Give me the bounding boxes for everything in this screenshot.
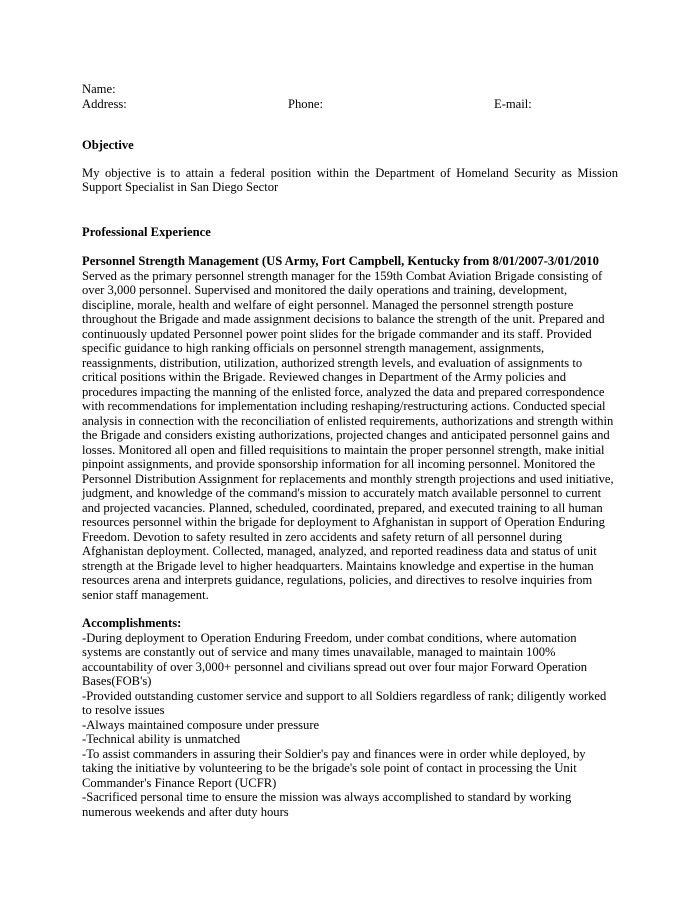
accomplishments-heading: Accomplishments:: [82, 616, 182, 630]
accomplishment-item: -Sacrificed personal time to ensure the mission was always accomplished to standard by working numerous weekends and after duty hours: [82, 790, 572, 819]
accomplishment-item: -Provided outstanding customer service and support to all Soldiers regardless of rank; diligently worked to resolve issues: [82, 688, 607, 717]
contact-row: [82, 97, 618, 112]
resume-page: [82, 82, 618, 819]
accomplishment-item: -To assist commanders in assuring their Soldier's pay and finances were in order while deployed, by taking the initiative by volunteering to be the brigade's sole point of contact in processing the Unit Commander's Finance Report (UCFR): [82, 746, 586, 790]
job-description: Served as the primary personnel strength manager for the 159th Combat Aviation Brigade consisting of over 3,000 personnel. Supervised and monitored the daily operations and training, development, discipline, morale, health and welfare of eight personnel. Managed the personnel strength posture throughout the Brigade and made assignment decisions to balance the strength of the unit. Prepared and continuously updated Personnel power point slides for the brigade commander and its staff. Provided specific guidance to high ranking officials on personnel strength management, assignments, reassignments, distribution, utilization, authorized strength levels, and evaluation of assignments to critical positions within the Brigade. Reviewed changes in Department of the Army policies and procedures impacting the manning of the enlisted force, analyzed the data and prepared correspondence with recommendations for implementation including reshaping/restructuring actions. Conducted special analysis in connection with the reconciliation of enlisted requirements, authorizations and strength within the Brigade and considers existing authorizations, projected changes and anticipated personnel gains and losses. Monitored all open and filled requisitions to maintain the proper personnel strength, make initial pinpoint assignments, and provide sponsorship information for all incoming personnel. Monitored the Personnel Distribution Assignment for replacements and monthly strength projections and used initiative, judgment, and knowledge of the command's mission to accurately match available personnel to current and projected vacancies. Planned, scheduled, coordinated, prepared, and executed training to all human resources personnel within the brigade for deployment to Afghanistan in support of Operation Enduring Freedom. Devotion to safety resulted in zero accidents and safety return of all personnel during Afghanistan deployment. Collected, managed, analyzed, and reported readiness data and status of unit strength at the Brigade level to higher headquarters. Maintains knowledge and expertise in the human resources arena and interprets guidance, regulations, policies, and directives to resolve inquiries from senior staff management.: [82, 268, 614, 602]
accomplishment-item: -During deployment to Operation Enduring Freedom, under combat conditions, where automation systems are constantly out of service and many times unavailable, managed to maintain 100% accountability of over 3,000+ personnel and civilians spread out over four major Forward Operation Bases(FOB's): [82, 630, 588, 688]
phone-label: Phone:: [288, 96, 323, 111]
email-label: E-mail:: [494, 96, 532, 111]
accomplishment-item: -Always maintained composure under pressure: [82, 717, 320, 732]
accomplishment-item: -Technical ability is unmatched: [82, 732, 241, 746]
job-title: Personnel Strength Management (US Army, Fort Campbell, Kentucky from 8/01/2007-3/01/2010: [82, 254, 599, 268]
address-label: Address:: [82, 96, 127, 111]
accomplishments-list: [82, 631, 618, 820]
experience-heading: Professional Experience: [82, 224, 211, 239]
name-label: Name:: [82, 82, 116, 96]
objective-heading: Objective: [82, 138, 134, 152]
objective-text: My objective is to attain a federal position within the Department of Homeland Security as Mission Support Specialist in San Diego Sector: [82, 165, 618, 194]
